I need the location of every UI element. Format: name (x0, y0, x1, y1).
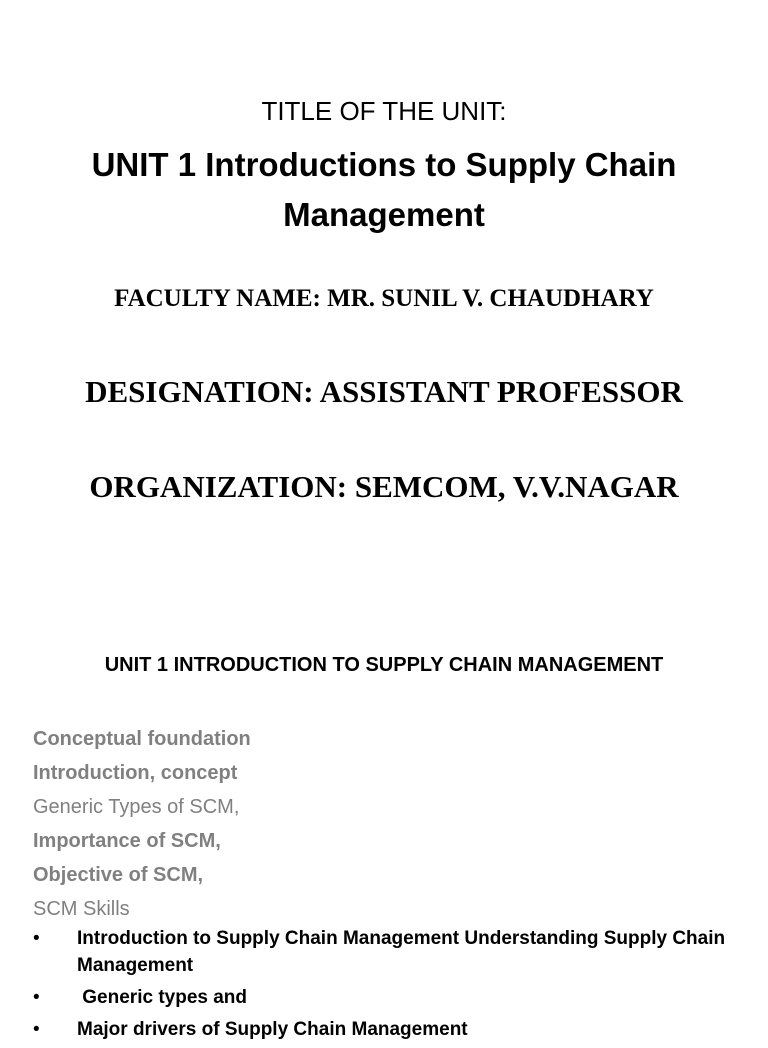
faculty-name: FACULTY NAME: MR. SUNIL V. CHAUDHARY (114, 285, 654, 312)
designation: DESIGNATION: ASSISTANT PROFESSOR (85, 374, 683, 409)
bullet-text: Generic types and (77, 987, 248, 1008)
bullet-item (33, 1016, 733, 1043)
topic-item: Objective of SCM, (33, 864, 204, 886)
topic-item: Importance of SCM, (33, 830, 221, 852)
bullet-text: Major drivers of Supply Chain Management (77, 1019, 468, 1040)
unit-heading: UNIT 1 INTRODUCTION TO SUPPLY CHAIN MANAGEMENT (104, 654, 664, 676)
topic-list (33, 722, 251, 926)
slide-subtitle: TITLE OF THE UNIT: (261, 96, 507, 126)
topic-item: Generic Types of SCM, (33, 796, 240, 818)
slide-title: UNIT 1 Introductions to Supply Chain Management (91, 146, 677, 233)
topic-item: SCM Skills (33, 898, 130, 920)
bullet-icon: • (33, 1019, 40, 1040)
bullet-text: Introduction to Supply Chain Management Understanding Supply Chain Management (77, 928, 726, 976)
organization: ORGANIZATION: SEMCOM, V.V.NAGAR (89, 469, 679, 504)
bullet-item (33, 925, 733, 979)
topic-item: Introduction, concept (33, 762, 238, 784)
topic-item: Conceptual foundation (33, 728, 251, 750)
bullet-icon: • (33, 987, 40, 1008)
bullet-list (33, 925, 733, 1048)
bullet-item (33, 984, 733, 1011)
bullet-icon: • (33, 928, 40, 949)
